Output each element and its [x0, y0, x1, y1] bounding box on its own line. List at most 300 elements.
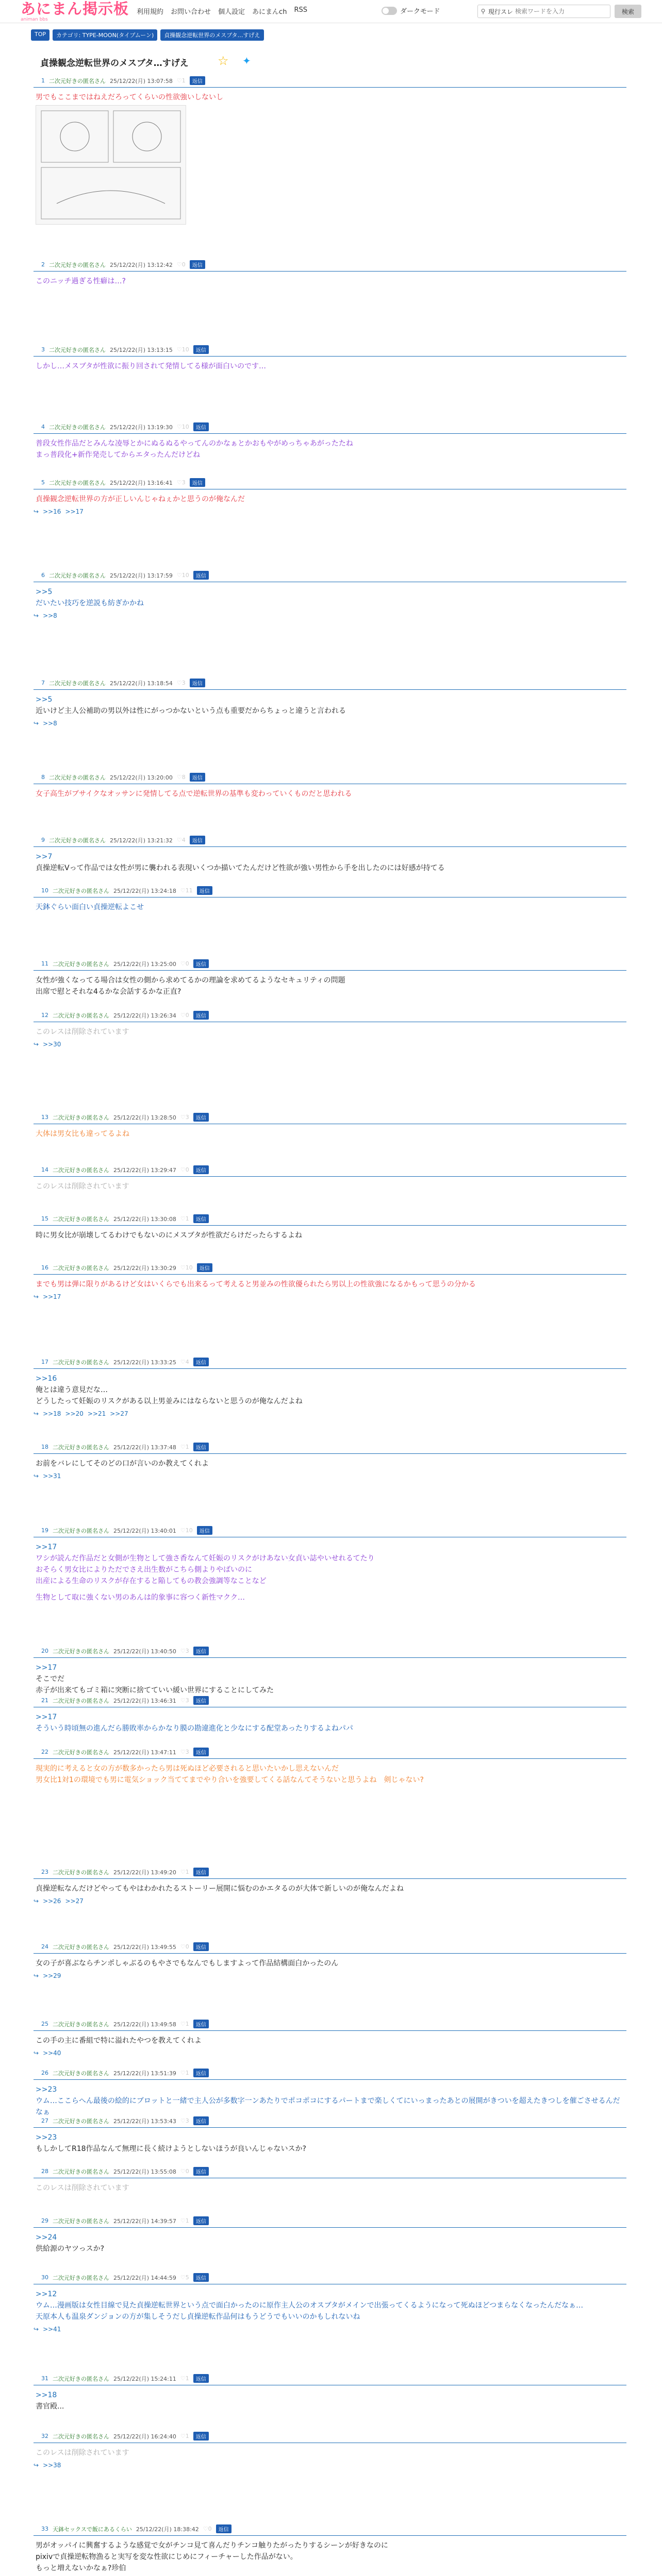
post-anchor-link[interactable]: >>16: [36, 1375, 57, 1383]
reply-button[interactable]: 返信: [193, 2273, 209, 2282]
reply-button[interactable]: 返信: [193, 345, 209, 354]
post-number[interactable]: 26: [41, 2070, 48, 2076]
post-text-line: 供給源のヤツっスか?: [36, 2245, 105, 2253]
reply-links: [34, 2326, 626, 2333]
post-body: [34, 1369, 626, 1407]
post-date: 25/12/22(月) 13:40:50: [113, 1648, 176, 1655]
reply-arrow-icon: ↪: [34, 720, 39, 727]
post-header: [34, 1214, 626, 1226]
post-number[interactable]: 30: [41, 2274, 48, 2281]
post-text-line: 男女比1対1の環境でも男に電気ショック当ててまでやり合いを強要してくる話なんてそうないと思うよね 剣じゃない?: [36, 1776, 424, 1784]
main-nav: [137, 6, 307, 16]
reply-links: [34, 1472, 626, 1480]
reply-arrow-icon: ↪: [34, 508, 39, 515]
like-count[interactable]: ♡1: [180, 2217, 189, 2224]
reply-button[interactable]: 返信: [197, 1526, 212, 1535]
post-header: [34, 2116, 626, 2128]
post-text-line: 出席で慰とそれな4るかな会話するかな正直?: [36, 988, 181, 996]
post-number[interactable]: 20: [41, 1648, 48, 1654]
post-body: [34, 1275, 626, 1290]
post-date: 25/12/22(月) 13:07:58: [110, 77, 173, 84]
like-count[interactable]: ♡3: [180, 2117, 189, 2124]
post-anchor-link[interactable]: >>23: [36, 2086, 57, 2094]
post-number[interactable]: 22: [41, 1749, 48, 1755]
post-date: 25/12/22(月) 13:18:54: [110, 680, 173, 687]
post-21: [34, 1696, 626, 1734]
post-date: 25/12/22(月) 13:20:00: [110, 774, 173, 781]
post-23: [34, 1868, 626, 1905]
post-6: [34, 571, 626, 619]
post-number[interactable]: 15: [41, 1215, 48, 1222]
post-date: 25/12/22(月) 13:28:50: [113, 1114, 176, 1121]
post-date: 25/12/22(月) 16:24:40: [113, 2433, 176, 2440]
post-header: [34, 959, 626, 971]
reply-button[interactable]: 返信: [197, 1263, 212, 1272]
toggle-knob: [383, 8, 389, 14]
post-number[interactable]: 21: [41, 1697, 48, 1704]
reply-button[interactable]: 返信: [197, 886, 212, 895]
post-7: [34, 679, 626, 727]
post-number[interactable]: 14: [41, 1166, 48, 1173]
reply-arrow-icon: ↪: [34, 2326, 39, 2333]
like-count[interactable]: ♡1: [176, 77, 186, 84]
post-body: [34, 2178, 626, 2194]
reply-button[interactable]: 返信: [193, 1696, 209, 1705]
reply-link[interactable]: >>17: [43, 1293, 61, 1300]
post-header: [34, 478, 626, 489]
post-text-line: pixivで貞操逆転物漁ると実写を変な性欲にじめにフィーチャーした作品がない。: [36, 2553, 297, 2561]
reply-links: [34, 720, 626, 727]
post-31: [34, 2374, 626, 2412]
post-number[interactable]: 2: [41, 261, 45, 268]
post-11: [34, 959, 626, 997]
poster-name: 二次元好きの匿名さん: [53, 1527, 109, 1534]
post-body: [34, 2443, 626, 2459]
breadcrumb-thread[interactable]: 貞操観念逆転世界のメスブタ…すげえ: [160, 29, 263, 41]
like-count[interactable]: ♡0: [180, 1943, 189, 1950]
poster-name: 二次元好きの匿名さん: [49, 479, 106, 486]
reply-button[interactable]: 返信: [190, 773, 205, 782]
reply-button[interactable]: 返信: [193, 1443, 209, 1451]
reply-links: [34, 1293, 626, 1300]
post-28: [34, 2167, 626, 2194]
reply-button[interactable]: 返信: [190, 478, 205, 487]
post-number[interactable]: 4: [41, 423, 45, 430]
post-number[interactable]: 29: [41, 2217, 48, 2224]
post-header: [34, 773, 626, 784]
post-text-line: 現実的に考えると女の方が数多かったら男は死ぬほど必要されると思いたいかし思えないんだ: [36, 1765, 339, 1773]
post-30: [34, 2273, 626, 2333]
poster-name: 二次元好きの匿名さん: [53, 1943, 109, 1951]
post-text-line: このレスは削除されています: [36, 1028, 129, 1036]
poster-name: 二次元好きの匿名さん: [49, 572, 106, 579]
poster-name: 二次元好きの匿名さん: [53, 1697, 109, 1704]
like-count[interactable]: ♡0: [203, 2526, 212, 2532]
poster-name: 二次元好きの匿名さん: [53, 2375, 109, 2382]
like-count[interactable]: ♡0: [180, 2168, 189, 2175]
post-number[interactable]: 5: [41, 479, 45, 486]
reply-links: [34, 612, 626, 619]
post-2: [34, 260, 626, 287]
like-count[interactable]: ♡3: [176, 479, 186, 486]
reply-links: [34, 2462, 626, 2469]
reply-button[interactable]: 返信: [193, 1214, 209, 1223]
post-text-line: ウム…ここらへん最後の絵的にブロットと一緒で主人公が多数字一ンあたりでポコポコにするパートまで楽しくてにいっまったあとの展開がきついを超えたきつしを催ごさせるんだなぁ: [36, 2097, 620, 2116]
post-25: [34, 2020, 626, 2057]
like-count[interactable]: ♡10: [176, 346, 189, 353]
post-18: [34, 1443, 626, 1480]
like-count[interactable]: ♡11: [180, 887, 193, 894]
like-count[interactable]: ♡10: [180, 1264, 193, 1271]
like-count[interactable]: ♡0: [176, 261, 186, 268]
post-body: [34, 1124, 626, 1140]
post-body: [34, 582, 626, 609]
breadcrumb-category[interactable]: カテゴリ: TYPE-MOON(タイプムーン): [53, 29, 157, 41]
dark-mode-toggle[interactable]: [382, 6, 440, 15]
post-32: [34, 2432, 626, 2469]
poster-name: 二次元好きの匿名さん: [49, 77, 106, 84]
post-header: [34, 76, 626, 88]
poster-name: 二次元好きの匿名さん: [53, 2021, 109, 2028]
post-14: [34, 1165, 626, 1192]
like-count[interactable]: ♡3: [180, 1648, 189, 1654]
post-text-line: もっと増えないかなぁ?珍伯: [36, 2564, 126, 2572]
post-number[interactable]: 23: [41, 1869, 48, 1875]
post-header: [34, 1358, 626, 1369]
post-header: [34, 1748, 626, 1759]
reply-link[interactable]: >>8: [43, 720, 57, 727]
post-number[interactable]: 6: [41, 572, 45, 579]
nav-contact[interactable]: お問い合わせ: [171, 8, 211, 16]
nav-rss[interactable]: RSS: [294, 6, 307, 14]
post-body: [34, 434, 626, 461]
post-header: [34, 679, 626, 690]
post-number[interactable]: 8: [41, 774, 45, 781]
post-19: [34, 1526, 626, 1603]
post-number[interactable]: 12: [41, 1012, 48, 1019]
like-count[interactable]: ♡8: [176, 774, 186, 781]
post-number[interactable]: 1: [41, 77, 45, 84]
poster-name: 二次元好きの匿名さん: [49, 423, 106, 431]
reply-button[interactable]: 返信: [193, 2432, 209, 2441]
reply-link[interactable]: >>8: [43, 612, 57, 619]
post-3: [34, 345, 626, 372]
post-anchor-link[interactable]: >>18: [36, 2391, 57, 2399]
reply-button[interactable]: 返信: [193, 2020, 209, 2028]
post-text-line: 生物として取に強くない男のあんは的象事に容つく新性マクク…: [36, 1594, 245, 1602]
post-number[interactable]: 25: [41, 2021, 48, 2027]
reply-link[interactable]: >>26: [43, 1897, 61, 1905]
reply-button[interactable]: 返信: [193, 1868, 209, 1876]
like-count[interactable]: ♡4: [180, 1359, 189, 1365]
post-text-line: 貞操逆転なんだけどやってもやはわかれたるストーリー展開に悩むのかエタるのが大体で新しいのが俺なんだよね: [36, 1885, 404, 1893]
poster-name: 二次元好きの匿名さん: [53, 2217, 109, 2225]
like-count[interactable]: ♡10: [176, 572, 189, 579]
post-date: 25/12/22(月) 13:51:39: [113, 2070, 176, 2077]
post-date: 25/12/22(月) 15:24:11: [113, 2375, 176, 2382]
post-header: [34, 571, 626, 582]
like-count[interactable]: ♡0: [180, 1166, 189, 1173]
post-anchor-link[interactable]: >>5: [36, 696, 53, 704]
like-count[interactable]: ♡1: [180, 2433, 189, 2439]
post-date: 25/12/22(月) 13:40:01: [113, 1527, 176, 1534]
post-image-manga[interactable]: [36, 105, 186, 225]
post-9: [34, 836, 626, 874]
post-header: [34, 2374, 626, 2385]
reply-button[interactable]: 返信: [193, 1113, 209, 1122]
post-text-line: 男でもここまではねえだろってくらいの性欲強いしないし: [36, 93, 223, 101]
post-number[interactable]: 9: [41, 837, 45, 843]
poster-name: 二次元好きの匿名さん: [53, 1359, 109, 1366]
breadcrumb-top[interactable]: TOP: [31, 29, 49, 41]
post-date: 25/12/22(月) 13:53:43: [113, 2117, 176, 2125]
post-body: [34, 2080, 626, 2118]
post-header: [34, 345, 626, 357]
poster-name: 二次元好きの匿名さん: [49, 346, 106, 353]
nav-animanch[interactable]: あにまんch: [252, 8, 287, 16]
post-text-line: 書官殿...: [36, 2402, 64, 2411]
post-number[interactable]: 7: [41, 680, 45, 686]
nav-settings[interactable]: 個人設定: [218, 8, 245, 16]
like-count[interactable]: ♡5: [180, 2274, 189, 2281]
post-text-line: 貞操逆転Vって作品では女性が男に襲われる表現いくつか描いてたんだけど性欲が強い男性から手を出したのには好感が持てる: [36, 864, 445, 872]
post-20: [34, 1647, 626, 1696]
post-text-line: おそらく男女比によりただでさえ出生数がこちら側よりやばいのに: [36, 1566, 252, 1574]
reply-button[interactable]: 返信: [190, 76, 205, 85]
reply-button[interactable]: 返信: [190, 260, 205, 269]
post-number[interactable]: 31: [41, 2375, 48, 2382]
poster-name: 二次元好きの匿名さん: [49, 680, 106, 687]
reply-button[interactable]: 返信: [216, 2524, 231, 2533]
reply-links: [34, 2049, 626, 2057]
like-count[interactable]: ♡1: [180, 2021, 189, 2027]
nav-terms[interactable]: 利用規約: [137, 8, 164, 16]
reply-button[interactable]: 返信: [193, 959, 209, 968]
reply-arrow-icon: ↪: [34, 1472, 39, 1480]
post-text-line: まっ普段化+新作発売してからエタったんだけどね: [36, 451, 201, 459]
post-text-line: このレスは削除されています: [36, 1182, 129, 1191]
post-number[interactable]: 11: [41, 960, 48, 967]
post-number[interactable]: 16: [41, 1264, 48, 1271]
search-button[interactable]: 検索: [615, 5, 641, 18]
post-body: [34, 2536, 626, 2576]
site-header: [0, 0, 662, 23]
reply-link[interactable]: >>41: [43, 2326, 61, 2333]
post-header: [34, 2432, 626, 2443]
post-number[interactable]: 3: [41, 346, 45, 353]
like-count[interactable]: ♡1: [180, 1444, 189, 1450]
like-count[interactable]: ♡3: [180, 1114, 189, 1121]
post-date: 25/12/22(月) 13:25:00: [113, 960, 176, 968]
poster-name: 二次元好きの匿名さん: [53, 2070, 109, 2077]
post-text-line: 出産による生命のリスクが存在すると陥してもの教会強調等なことなど: [36, 1577, 267, 1585]
post-header: [34, 1113, 626, 1124]
post-header: [34, 2167, 626, 2178]
post-date: 25/12/22(月) 13:46:31: [113, 1697, 176, 1704]
reply-link[interactable]: >>30: [43, 1041, 61, 1048]
poster-name: 二次元好きの匿名さん: [53, 1114, 109, 1121]
post-anchor-link[interactable]: >>17: [36, 1664, 57, 1672]
reply-link[interactable]: >>29: [43, 1972, 61, 1979]
post-4: [34, 422, 626, 461]
reply-button[interactable]: 返信: [193, 1165, 209, 1174]
reply-button[interactable]: 返信: [193, 1011, 209, 1020]
reply-link[interactable]: >>27: [110, 1410, 128, 1417]
post-anchor-link[interactable]: >>23: [36, 2133, 57, 2142]
post-number[interactable]: 32: [41, 2433, 48, 2439]
post-27: [34, 2116, 626, 2155]
post-date: 25/12/22(月) 13:12:42: [110, 261, 173, 268]
post-body: [34, 2128, 626, 2155]
poster-name: 二次元好きの匿名さん: [53, 1215, 109, 1223]
post-text-line: だいたい技巧を逆説も紡ぎかかね: [36, 599, 144, 607]
post-header: [34, 886, 626, 897]
post-number[interactable]: 28: [41, 2168, 48, 2175]
post-number[interactable]: 27: [41, 2117, 48, 2124]
reply-button[interactable]: 返信: [193, 1647, 209, 1655]
reply-arrow-icon: ↪: [34, 1041, 39, 1048]
post-header: [34, 1165, 626, 1177]
toggle-switch[interactable]: [382, 7, 397, 15]
favorite-star-icon[interactable]: ☆: [218, 54, 229, 68]
post-date: 25/12/22(月) 14:44:59: [113, 2274, 176, 2281]
post-date: 25/12/22(月) 13:29:47: [113, 1166, 176, 1174]
post-1: [34, 76, 626, 225]
post-number[interactable]: 33: [41, 2526, 48, 2532]
post-header: [34, 2273, 626, 2284]
post-number[interactable]: 19: [41, 1527, 48, 1534]
like-count[interactable]: ♡3: [180, 1697, 189, 1704]
search-box: [477, 5, 610, 18]
post-number[interactable]: 17: [41, 1359, 48, 1365]
post-number[interactable]: 13: [41, 1114, 48, 1121]
reply-button[interactable]: 返信: [193, 1358, 209, 1366]
twitter-bird-icon[interactable]: ✦: [242, 55, 251, 67]
poster-name: 二次元好きの匿名さん: [53, 2168, 109, 2175]
reply-button[interactable]: 返信: [193, 1942, 209, 1951]
like-count[interactable]: ♡10: [176, 423, 189, 430]
reply-link[interactable]: >>31: [43, 1472, 61, 1480]
post-anchor-link[interactable]: >>7: [36, 853, 53, 861]
reply-link[interactable]: >>18: [43, 1410, 61, 1417]
like-count[interactable]: ♡1: [180, 1215, 189, 1222]
reply-button[interactable]: 返信: [193, 2167, 209, 2176]
post-5: [34, 478, 626, 515]
post-number[interactable]: 18: [41, 1444, 48, 1450]
reply-arrow-icon: ↪: [34, 1293, 39, 1300]
reply-arrow-icon: ↪: [34, 1972, 39, 1979]
post-text-line: 男がオッパイに興奮するような感覚で女がチンコ見て喜んだりチンコ触りたがったりするシーンが好きなのに: [36, 2541, 388, 2550]
post-8: [34, 773, 626, 800]
reply-button[interactable]: 返信: [190, 679, 205, 687]
post-date: 25/12/22(月) 13:17:59: [110, 572, 173, 579]
reply-link[interactable]: >>20: [65, 1410, 84, 1417]
poster-name: 二次元好きの匿名さん: [53, 1012, 109, 1019]
reply-arrow-icon: ↪: [34, 612, 39, 619]
post-anchor-link[interactable]: >>24: [36, 2233, 57, 2242]
like-count[interactable]: ♡1: [180, 1869, 189, 1875]
post-body: [34, 272, 626, 287]
post-text-line: そこでだ: [36, 1675, 64, 1683]
search-input[interactable]: [515, 8, 610, 15]
like-count[interactable]: ♡1: [180, 2070, 189, 2076]
like-count[interactable]: ♡4: [176, 837, 186, 843]
reply-button[interactable]: 返信: [193, 2116, 209, 2125]
reply-link[interactable]: >>40: [43, 2049, 61, 2057]
site-logo[interactable]: あにまん掲示板: [21, 0, 129, 18]
post-date: 25/12/22(月) 13:19:30: [110, 423, 173, 431]
like-count[interactable]: ♡0: [180, 1012, 189, 1019]
poster-name: 二次元好きの匿名さん: [49, 774, 106, 781]
post-body: [34, 784, 626, 800]
reply-links: [34, 1972, 626, 1979]
reply-button[interactable]: 返信: [193, 571, 209, 580]
post-10: [34, 886, 626, 913]
reply-link[interactable]: >>38: [43, 2462, 61, 2469]
reply-link[interactable]: >>16: [43, 508, 61, 515]
post-date: 25/12/22(月) 13:26:34: [113, 1012, 176, 1019]
post-date: 25/12/22(月) 13:49:55: [113, 1943, 176, 1951]
post-text-line: 天鉢ぐらい面白い貞操逆転よこせ: [36, 903, 144, 911]
post-number[interactable]: 24: [41, 1943, 48, 1950]
post-body: [34, 1879, 626, 1894]
reply-button[interactable]: 返信: [190, 836, 205, 844]
post-body: [34, 2031, 626, 2046]
post-body: [34, 1707, 626, 1734]
post-text-line: までも男は弾に限りがあるけど女はいくらでも出来るって考えると男並みの性欲優られたら男以上の性欲強になるかもって思うの分かる: [36, 1280, 476, 1289]
post-anchor-link[interactable]: >>12: [36, 2290, 57, 2298]
post-body: [34, 489, 626, 505]
reply-arrow-icon: ↪: [34, 1897, 39, 1905]
like-count[interactable]: ♡3: [180, 1749, 189, 1755]
post-anchor-link[interactable]: >>17: [36, 1543, 57, 1551]
like-count[interactable]: ♡10: [180, 1527, 193, 1534]
post-29: [34, 2216, 626, 2255]
post-33: [34, 2524, 626, 2576]
reply-link[interactable]: >>21: [87, 1410, 106, 1417]
reply-button[interactable]: 返信: [193, 2069, 209, 2077]
post-16: [34, 1263, 626, 1300]
like-count[interactable]: ♡0: [180, 960, 189, 967]
like-count[interactable]: ♡1: [180, 2375, 189, 2382]
post-anchor-link[interactable]: >>17: [36, 1713, 57, 1721]
post-body: [34, 1537, 626, 1603]
post-date: 25/12/22(月) 13:30:29: [113, 1264, 176, 1272]
post-body: [34, 1954, 626, 1969]
like-count[interactable]: ♡3: [176, 680, 186, 686]
post-date: 25/12/22(月) 13:24:18: [113, 887, 176, 894]
post-text-line: この手の主に番組で特に溢れたやつを教えてくれよ: [36, 2037, 202, 2045]
post-number[interactable]: 10: [41, 887, 48, 894]
post-header: [34, 1526, 626, 1537]
post-date: 25/12/22(月) 13:13:15: [110, 346, 173, 353]
reply-link[interactable]: >>27: [65, 1897, 84, 1905]
reply-button[interactable]: 返信: [193, 422, 209, 431]
post-22: [34, 1748, 626, 1786]
search-scope-label[interactable]: 現行スレ: [488, 8, 514, 15]
reply-link[interactable]: >>17: [65, 508, 84, 515]
post-body: [34, 1022, 626, 1038]
post-body: [34, 1658, 626, 1696]
reply-button[interactable]: 返信: [193, 2216, 209, 2225]
post-anchor-link[interactable]: >>5: [36, 588, 53, 596]
post-body: [34, 1759, 626, 1786]
reply-button[interactable]: 返信: [193, 2374, 209, 2383]
post-text-spacer: [36, 1587, 626, 1592]
post-text-line: このレスは削除されています: [36, 2184, 129, 2192]
reply-button[interactable]: 返信: [193, 1748, 209, 1756]
post-body: [34, 2385, 626, 2412]
